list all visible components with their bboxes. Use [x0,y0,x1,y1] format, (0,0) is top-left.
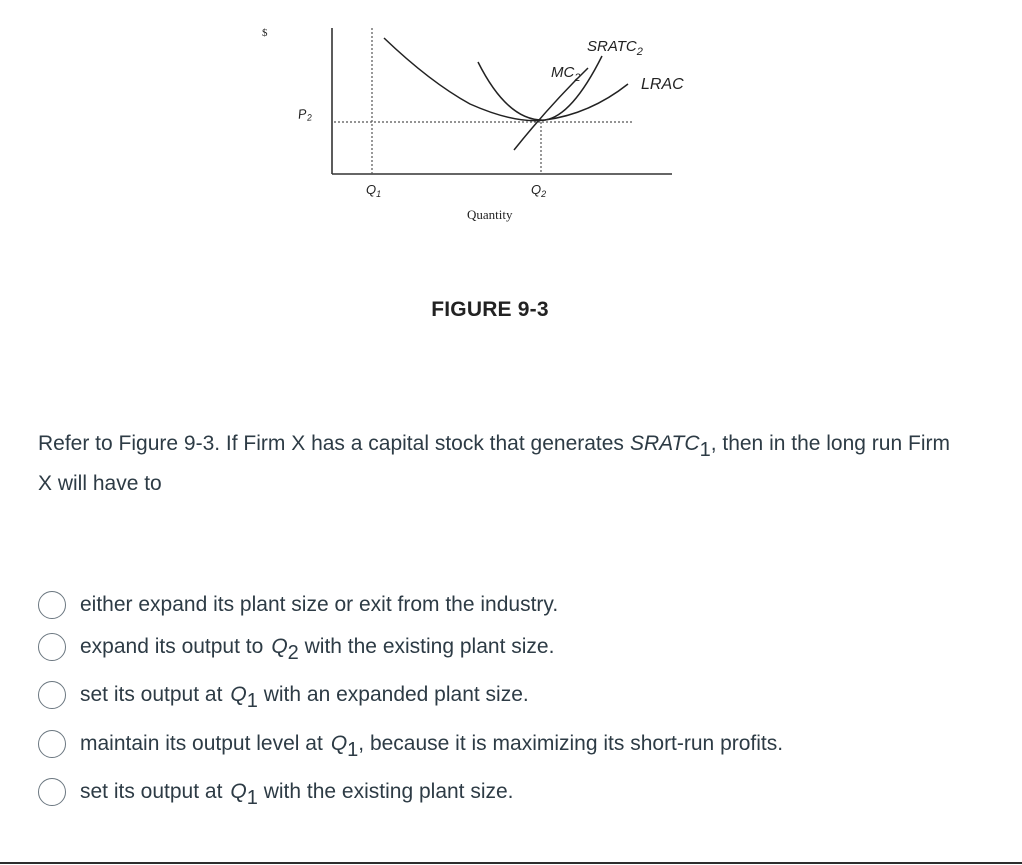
figure-caption: FIGURE 9-3 [431,298,549,321]
q1-label: $Q_1$ [366,182,382,199]
answer-label: set its output at $Q_1$ with an expanded plant size. [80,683,529,712]
question-text-before: Refer to Figure 9-3. If Firm X has a capital stock that generates [38,432,624,455]
mc2-label: $MC_2$ [551,64,581,84]
answer-label: either expand its plant size or exit from the industry. [80,593,559,616]
answer-option-4[interactable] [38,724,998,764]
radio-button[interactable] [38,633,66,661]
answer-label: set its output at $Q_1$ with the existing plant size. [80,780,514,809]
question-text [38,424,968,504]
bottom-divider [0,862,1022,864]
x-axis-label: Quantity [467,207,513,222]
question-symbol: $SRATC_1$ [629,432,711,461]
answer-option-3[interactable] [38,675,998,715]
question-text-after: , then in the long run Firm X will have to [38,432,950,495]
p2-label: $P_2$ [297,105,313,123]
radio-button[interactable] [38,681,66,709]
answer-option-5[interactable] [38,772,998,812]
cost-curves-figure [0,0,1022,300]
answer-label: expand its output to $Q_2$ with the existing plant size. [80,635,555,664]
answer-option-2[interactable] [38,627,998,667]
radio-button[interactable] [38,730,66,758]
radio-button[interactable] [38,591,66,619]
answer-label: maintain its output level at $Q_1$, because it is maximizing its short-run profits. [80,732,784,761]
answer-option-1[interactable] [38,585,998,625]
q2-label: $Q_2$ [531,182,547,199]
radio-button[interactable] [38,778,66,806]
sratc2-label: $SRATC_2$ [587,38,643,58]
y-axis-label: $ [262,27,268,39]
lrac-label: LRAC [641,76,684,93]
